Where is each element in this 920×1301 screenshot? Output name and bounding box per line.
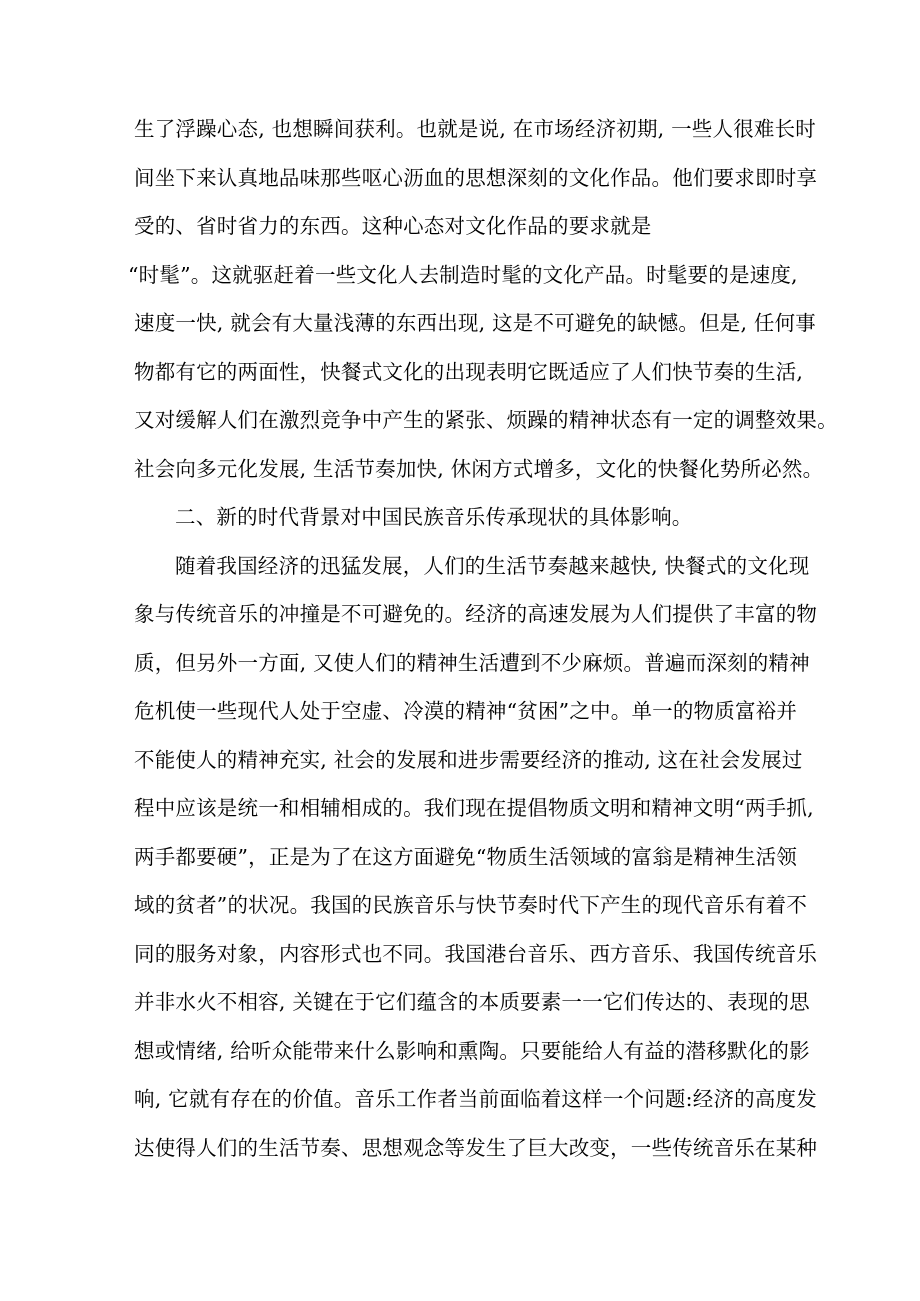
- text-line: 并非水火不相容, 关键在于它们蕴含的本质要素一一它们传达的、表现的思: [134, 990, 810, 1014]
- text-line: 想或情绪, 给听众能带来什么影响和熏陶。只要能给人有益的潜移默化的影: [134, 1039, 810, 1063]
- text-line: 程中应该是统一和相辅相成的。我们现在提倡物质文明和精神文明“两手抓,: [134, 796, 814, 820]
- text-line: 达使得人们的生活节奏、思想观念等发生了巨大改变，一些传统音乐在某种: [134, 1136, 818, 1160]
- text-line: 象与传统音乐的冲撞是不可避免的。经济的高速发展为人们提供了丰富的物: [134, 602, 818, 626]
- text-line: 速度一快, 就会有大量浅薄的东西出现, 这是不可避免的缺憾。但是, 任何事: [134, 311, 816, 335]
- text-line: 两手都要硬”，正是为了在这方面避免“物质生活领域的富翁是精神生活领: [134, 845, 798, 869]
- text-line: 又对缓解人们在激烈竞争中产生的紧张、烦躁的精神状态有一定的调整效果。: [134, 408, 838, 432]
- text-line: 社会向多元化发展, 生活节奏加快, 休闲方式增多，文化的快餐化势所必然。: [134, 457, 824, 481]
- text-line: 危机使一些现代人处于空虚、冷漠的精神“贫困”之中。单一的物质富裕并: [134, 699, 798, 723]
- text-line: 随着我国经济的迅猛发展，人们的生活节奏越来越快, 快餐式的文化现: [175, 554, 810, 578]
- text-line: 物都有它的两面性，快餐式文化的出现表明它既适应了人们快节奏的生活,: [134, 360, 804, 384]
- text-line: 质，但另外一方面, 又使人们的精神生活遭到不少麻烦。普遍而深刻的精神: [134, 651, 810, 675]
- section-heading: 二、新的时代背景对中国民族音乐传承现状的具体影响。: [175, 505, 693, 529]
- text-line: 同的服务对象，内容形式也不同。我国港台音乐、西方音乐、我国传统音乐: [134, 942, 818, 966]
- text-line: 间坐下来认真地品味那些呕心沥血的思想深刻的文化作品。他们要求即时享: [134, 166, 818, 190]
- text-line: “时髦”。这就驱赶着一些文化人去制造时髦的文化产品。时髦要的是速度,: [128, 263, 798, 287]
- text-line: 受的、省时省力的东西。这种心态对文化作品的要求就是: [134, 214, 652, 238]
- text-line: 域的贫者”的状况。我国的民族音乐与快节奏时代下产生的现代音乐有着不: [134, 893, 808, 917]
- text-line: 不能使人的精神充实, 社会的发展和进步需要经济的推动, 这在社会发展过: [134, 748, 803, 772]
- text-line: 响, 它就有存在的价值。音乐工作者当前面临着这样一个问题:经济的高度发: [134, 1087, 817, 1111]
- text-line: 生了浮躁心态, 也想瞬间获利。也就是说, 在市场经济初期, 一些人很难长时: [134, 117, 816, 141]
